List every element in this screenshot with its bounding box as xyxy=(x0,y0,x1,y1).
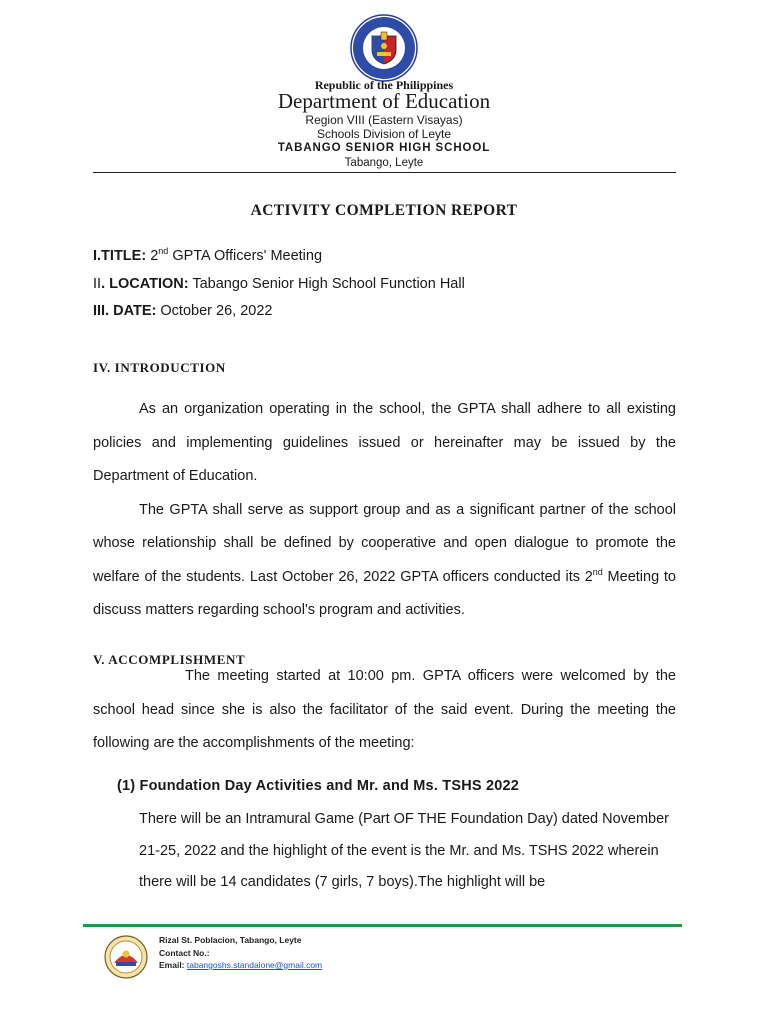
introduction-paragraph-1: As an organization operating in the school, the GPTA shall adhere to all existing policies and implementing guidelines issued or hereinafter may be issued by the Department of Education. xyxy=(93,401,676,484)
accomplishment-item-1-body xyxy=(139,804,676,899)
title-label: I.TITLE: xyxy=(93,248,147,264)
report-title: ACTIVITY COMPLETION REPORT xyxy=(250,202,518,219)
footer-divider xyxy=(83,924,682,927)
introduction-heading: IV. INTRODUCTION xyxy=(93,360,226,375)
footer-email-label: Email: xyxy=(159,960,187,970)
header-divider xyxy=(93,172,676,173)
date-line xyxy=(93,303,272,319)
footer-email-line xyxy=(159,959,322,972)
title-value: GPTA Officers' Meeting xyxy=(168,248,323,264)
accomplishment-heading: V. ACCOMPLISHMENT xyxy=(93,652,246,667)
location-value: Tabango Senior High School Function Hall xyxy=(188,276,465,292)
accomplishment-item-1-heading: (1) Foundation Day Activities and Mr. and Ms. TSHS 2022 xyxy=(117,778,520,794)
introduction-paragraph-2 xyxy=(93,494,676,628)
deped-seal-logo xyxy=(350,14,418,82)
footer-email-link[interactable]: tabangoshs.standalone@gmail.com xyxy=(186,960,323,970)
footer-contact-no: Contact No.: xyxy=(159,947,210,958)
town-line: Tabango, Leyte xyxy=(344,157,424,169)
accomplishment-body xyxy=(93,660,676,761)
introduction-p2-suffix: nd xyxy=(592,566,603,577)
region-line: Region VIII (Eastern Visayas) xyxy=(305,113,463,127)
introduction-p2-start: The GPTA shall serve as support group and as a significant partner of the school whose relationship shall be defined by cooperative and open dialogue to promote the welfare of the students. Last October 26, 2022 GPTA officers conducted its 2 xyxy=(93,501,676,585)
date-label: III. DATE: xyxy=(93,303,157,319)
footer-address: Rizal St. Poblacion, Tabango, Leyte xyxy=(159,935,302,945)
title-ordinal-suffix: nd xyxy=(158,246,169,257)
location-roman: II xyxy=(93,276,102,292)
accomplishment-item-1-text: There will be an Intramural Game (Part OF THE Foundation Day) dated November 21-25, 2022 and the highlight of the event is the Mr. and Ms. TSHS 2022 wherein there will be 14 candidates (7 girls, 7 boys).The highlight will be xyxy=(139,811,670,890)
introduction-p2-end: Meeting to discuss matters regarding school's program and activities. xyxy=(93,568,676,618)
location-label: . LOCATION: xyxy=(101,276,189,292)
title-line xyxy=(93,248,322,264)
division-line: Schools Division of Leyte xyxy=(316,127,452,141)
title-ordinal: 2 xyxy=(150,248,159,264)
date-value: October 26, 2022 xyxy=(156,303,273,319)
location-line xyxy=(93,276,465,292)
school-logo xyxy=(104,935,148,979)
introduction-body xyxy=(93,393,676,628)
department-name: Department of Education xyxy=(277,89,491,113)
footer-contact xyxy=(159,934,322,972)
republic-line: Republic of the Philippines xyxy=(314,78,454,92)
school-name: TABANGO SENIOR HIGH SCHOOL xyxy=(277,142,491,154)
accomplishment-paragraph-1: The meeting started at 10:00 pm. GPTA officers were welcomed by the school head since she is also the facilitator of the said event. During the meeting the following are the accomplishments of the meeting: xyxy=(93,668,676,751)
